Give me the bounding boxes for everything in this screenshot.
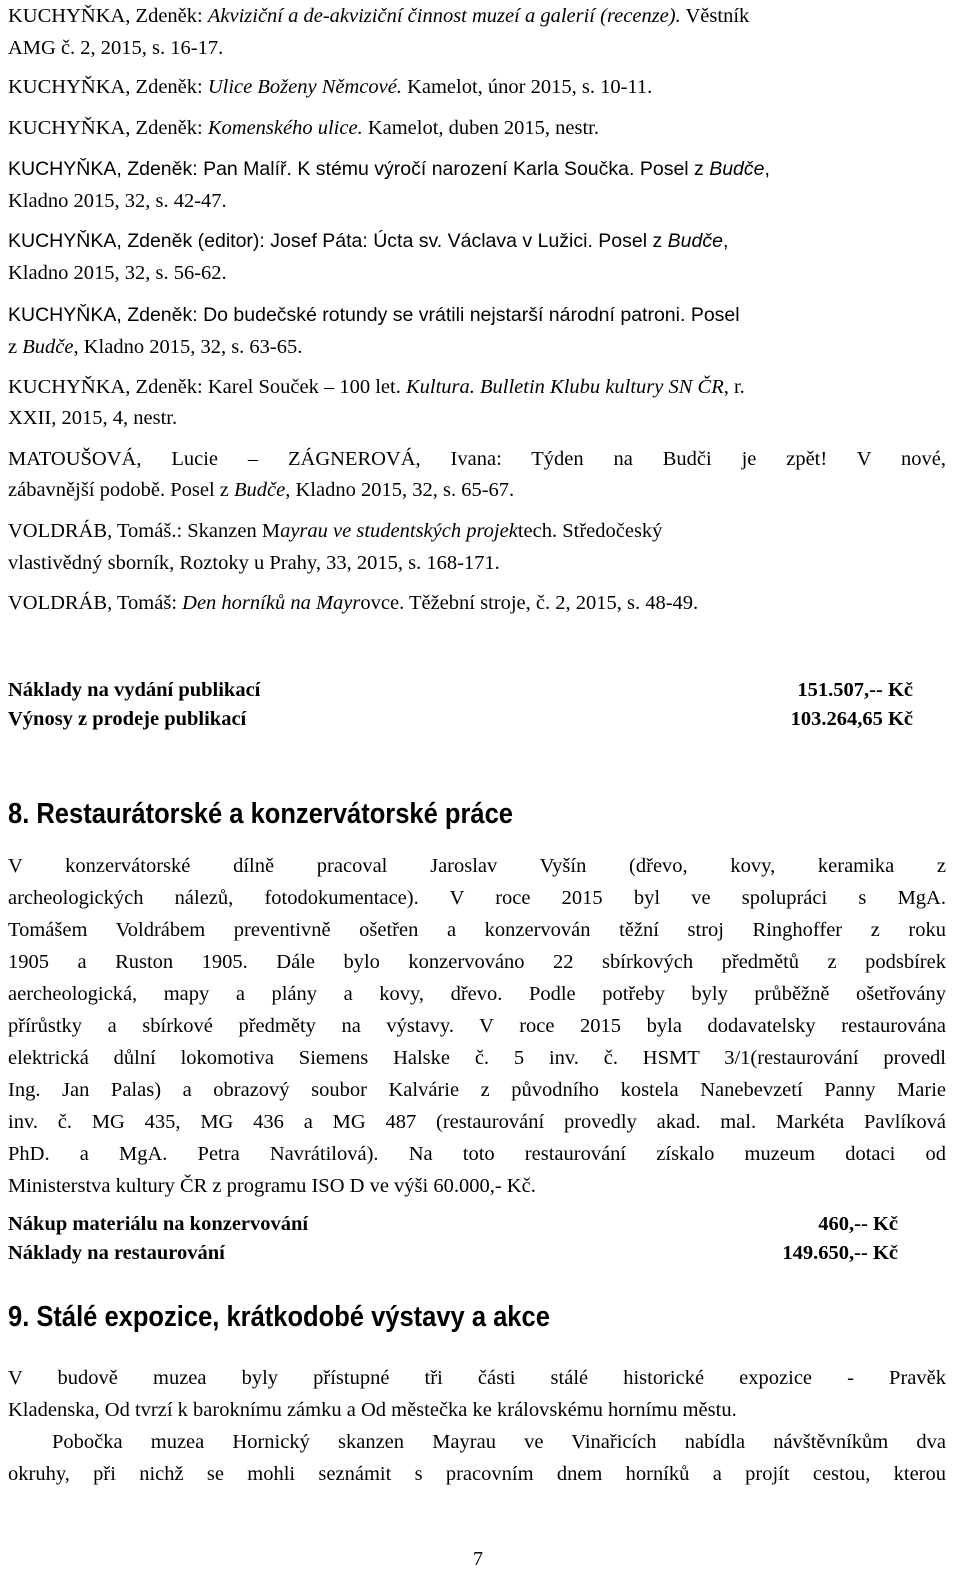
paragraph-line: V budově muzea byly přístupné tři části stálé historické expozice - Pravěk xyxy=(8,1367,946,1389)
paragraph-line: V konzervátorské dílně pracoval Jaroslav Vyšín (dřevo, kovy, keramika z xyxy=(8,855,946,877)
bib-line: vlastivědný sborník, Roztoky u Prahy, 33, 2015, s. 168-171. xyxy=(8,552,500,574)
cost-label: Náklady na vydání publikací xyxy=(8,679,261,701)
cost-value: 151.507,-- Kč xyxy=(797,679,913,701)
bib-line: MATOUŠOVÁ, Lucie – ZÁGNEROVÁ, Ivana: Týden na Budči je zpět! V nové, xyxy=(8,448,946,470)
section-heading: 8. Restaurátorské a konzervátorské práce xyxy=(8,798,513,830)
cost-label: Výnosy z prodeje publikací xyxy=(8,708,247,730)
bib-line: KUCHYŇKA, Zdeněk: Akviziční a de-akviziční činnost muzeí a galerií (recenze). Věstník xyxy=(8,5,750,27)
cost-value: 103.264,65 Kč xyxy=(790,708,913,730)
cost-value: 149.650,-- Kč xyxy=(782,1242,898,1264)
paragraph-line: Pobočka muzea Hornický skanzen Mayrau ve Vinařicích nabídla návštěvníkům dva xyxy=(52,1431,946,1453)
bib-line: z Budče, Kladno 2015, 32, s. 63-65. xyxy=(8,336,303,358)
paragraph-line: archeologických nálezů, fotodokumentace). V roce 2015 byl ve spolupráci s MgA. xyxy=(8,887,946,909)
cost-label: Náklady na restaurování xyxy=(8,1242,225,1264)
bib-line: XXII, 2015, 4, nestr. xyxy=(8,407,178,429)
page-number: 7 xyxy=(473,1548,483,1570)
paragraph-line: Kladenska, Od tvrzí k baroknímu zámku a Od městečka ke královskému hornímu městu. xyxy=(8,1399,737,1421)
paragraph-line: aercheologická, mapy a plány a kovy, dřevo. Podle potřeby byly průběžně ošetřovány xyxy=(8,983,946,1005)
paragraph-line: 1905 a Ruston 1905. Dále bylo konzervováno 22 sbírkových předmětů z podsbírek xyxy=(8,951,946,973)
paragraph-line: inv. č. MG 435, MG 436 a MG 487 (restaurování provedly akad. mal. Markéta Pavlíková xyxy=(8,1111,946,1133)
bib-line: VOLDRÁB, Tomáš.: Skanzen Mayrau ve studentských projektech. Středočeský xyxy=(8,520,663,542)
bib-line: KUCHYŇKA, Zdeněk: Karel Souček – 100 let. Kultura. Bulletin Klubu kultury SN ČR, r. xyxy=(8,376,745,398)
paragraph-line: Ministerstva kultury ČR z programu ISO D ve výši 60.000,- Kč. xyxy=(8,1175,536,1197)
bib-line: KUCHYŇKA, Zdeněk: Pan Malíř. K stému výročí narození Karla Součka. Posel z Budče, xyxy=(8,158,770,180)
paragraph-line: Tomášem Voldrábem preventivně ošetřen a konzervován těžní stroj Ringhoffer z roku xyxy=(8,919,946,941)
bib-line: Kladno 2015, 32, s. 56-62. xyxy=(8,262,227,284)
cost-value: 460,-- Kč xyxy=(818,1213,898,1235)
paragraph-line: Ing. Jan Palas) a obrazový soubor Kalvárie z původního kostela Nanebevzetí Panny Marie xyxy=(8,1079,946,1101)
bib-line: Kladno 2015, 32, s. 42-47. xyxy=(8,190,227,212)
bib-line: KUCHYŇKA, Zdeněk: Komenského ulice. Kamelot, duben 2015, nestr. xyxy=(8,117,599,139)
bib-line: KUCHYŇKA, Zdeněk (editor): Josef Páta: Úcta sv. Václava v Lužici. Posel z Budče, xyxy=(8,230,729,252)
bib-line: KUCHYŇKA, Zdeněk: Ulice Boženy Němcové. Kamelot, únor 2015, s. 10-11. xyxy=(8,76,653,98)
paragraph-line: PhD. a MgA. Petra Navrátilová). Na toto restaurování získalo muzeum dotaci od xyxy=(8,1143,946,1165)
bib-line: AMG č. 2, 2015, s. 16-17. xyxy=(8,37,224,59)
section-heading: 9. Stálé expozice, krátkodobé výstavy a akce xyxy=(8,1301,550,1333)
paragraph-line: přírůstky a sbírkové předměty na výstavy. V roce 2015 byla dodavatelsky restaurována xyxy=(8,1015,946,1037)
bib-line: zábavnější podobě. Posel z Budče, Kladno 2015, 32, s. 65-67. xyxy=(8,479,515,501)
paragraph-line: elektrická důlní lokomotiva Siemens Halske č. 5 inv. č. HSMT 3/1(restaurování provedl xyxy=(8,1047,946,1069)
paragraph-line: okruhy, při nichž se mohli seznámit s pracovním dnem horníků a projít cestou, kterou xyxy=(8,1463,946,1485)
cost-label: Nákup materiálu na konzervování xyxy=(8,1213,309,1235)
bib-line: KUCHYŇKA, Zdeněk: Do budečské rotundy se vrátili nejstarší národní patroni. Posel xyxy=(8,304,740,326)
bib-line: VOLDRÁB, Tomáš: Den horníků na Mayrovce. Těžební stroje, č. 2, 2015, s. 48-49. xyxy=(8,592,699,614)
